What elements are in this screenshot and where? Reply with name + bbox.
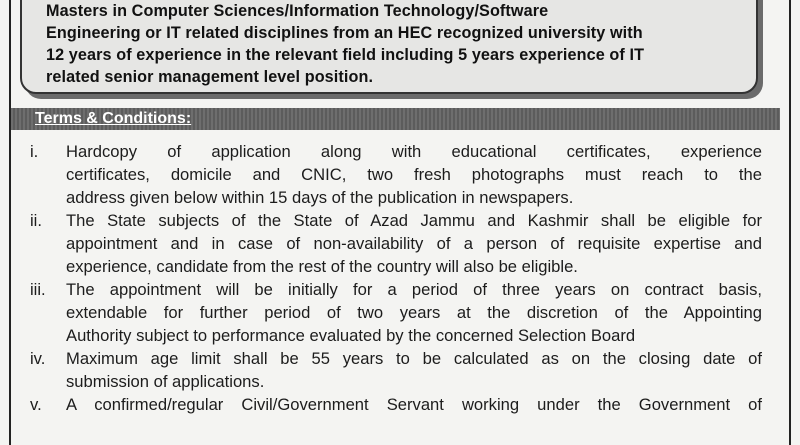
term-number: iii. [30, 280, 46, 299]
term-number: v. [30, 395, 42, 414]
term-line: Maximum age limit shall be 55 years to be calculated as on the closing date of [66, 349, 762, 368]
term-text [66, 209, 762, 278]
frame-left-border [9, 0, 11, 445]
terms-title: Terms & Conditions: [35, 110, 192, 127]
terms-list [30, 140, 762, 416]
term-line: A confirmed/regular Civil/Government Servant working under the Government of [66, 395, 762, 414]
term-line: appointment and in case of non-availability of a person of requisite expertise and [66, 234, 762, 253]
term-text [66, 393, 762, 416]
qualification-line: Masters in Computer Sciences/Information Technology/Software [46, 2, 549, 20]
term-number: iv. [30, 349, 46, 368]
term-line: The State subjects of the State of Azad Jammu and Kashmir shall be eligible for [66, 211, 762, 230]
term-item-1 [30, 140, 762, 209]
qualification-line: Engineering or IT related disciplines from an HEC recognized university with [46, 24, 643, 42]
term-line: certificates, domicile and CNIC, two fresh photographs must reach to the [66, 165, 762, 184]
term-line: Hardcopy of application along with educational certificates, experience [66, 142, 762, 161]
term-line: extendable for further period of two years at the discretion of the Appointing [66, 303, 762, 322]
term-line: submission of applications. [66, 372, 265, 391]
term-number: i. [30, 142, 39, 161]
term-text [66, 347, 762, 393]
term-text [66, 140, 762, 209]
frame-right-border [789, 0, 791, 445]
terms-header-band [11, 108, 780, 130]
term-line: experience, candidate from the rest of the country will also be eligible. [66, 257, 578, 276]
term-line: The appointment will be initially for a period of three years on contract basis, [66, 280, 762, 299]
term-text [66, 278, 762, 347]
qualification-line: 12 years of experience in the relevant field including 5 years experience of IT [46, 46, 645, 64]
term-line: address given below within 15 days of the publication in newspapers. [66, 188, 574, 207]
term-line: Authority subject to performance evaluated by the concerned Selection Board [66, 326, 636, 345]
term-number: ii. [30, 211, 42, 230]
term-item-4 [30, 347, 762, 393]
term-item-2 [30, 209, 762, 278]
term-item-5 [30, 393, 762, 416]
term-item-3 [30, 278, 762, 347]
qualification-line: related senior management level position. [46, 68, 374, 86]
qualification-box [20, 0, 758, 94]
